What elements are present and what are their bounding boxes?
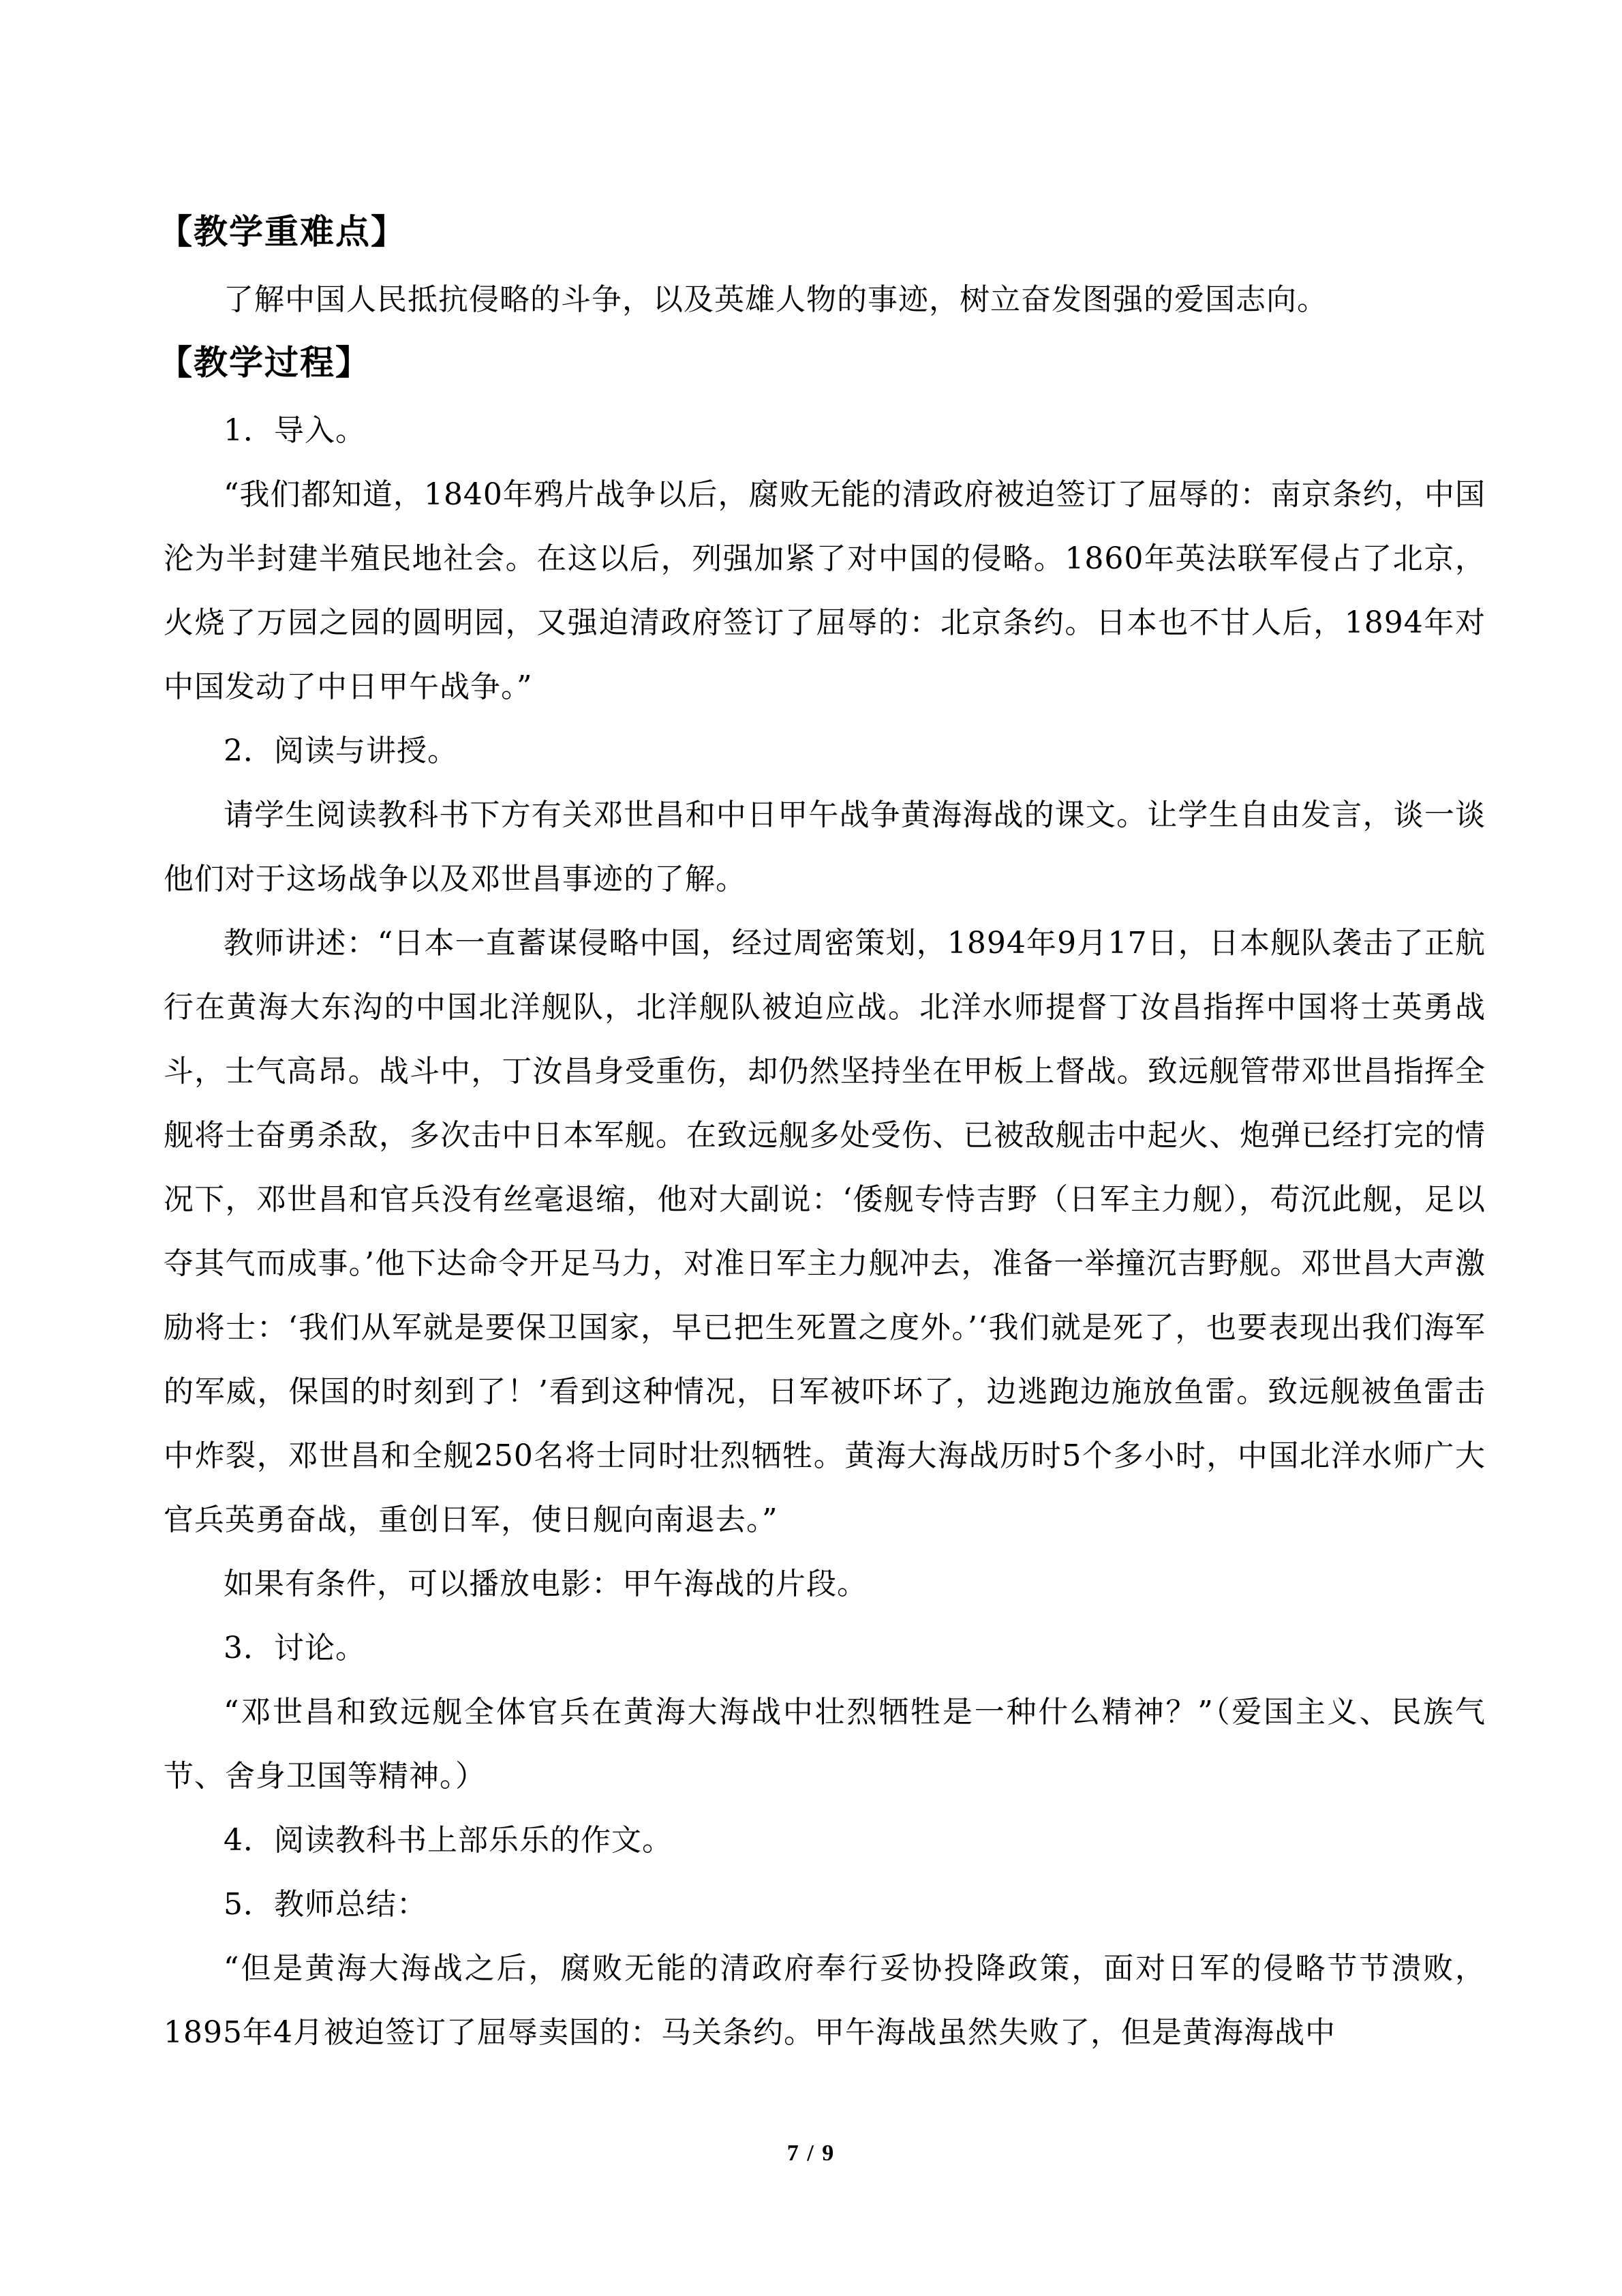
paragraph-intro-title: 1．导入。	[224, 413, 366, 448]
page-number: 7 / 9	[786, 2141, 836, 2166]
paragraph-summary-text: “但是黄海大海战之后，腐败无能的清政府奉行妥协投降政策，面对日军的侵略节节溃败，1895年4月被迫签订了屈辱卖国的：马关条约。甲午海战虽然失败了，但是黄海海战中	[164, 1951, 1486, 2050]
paragraph-reading-text: 请学生阅读教科书下方有关邓世昌和中日甲午战争黄海海战的课文。让学生自由发言，谈一谈他们对于这场战争以及邓世昌事迹的了解。	[164, 798, 1486, 896]
key-points-text: 了解中国人民抵抗侵略的斗争，以及英雄人物的事迹，树立奋发图强的爱国志向。	[224, 282, 1328, 317]
paragraph-teacher-narration: 教师讲述：“日本一直蓄谋侵略中国，经过周密策划，1894年9月17日，日本舰队袭击了正航行在黄海大东沟的中国北洋舰队，北洋舰队被迫应战。北洋水师提督丁汝昌指挥中国将士英勇战斗，士气高昂。战斗中，丁汝昌身受重伤，却仍然坚持坐在甲板上督战。致远舰管带邓世昌指挥全舰将士奋勇杀敌，多次击中日本军舰。在致远舰多处受伤、已被敌舰击中起火、炮弹已经打完的情况下，邓世昌和官兵没有丝毫退缩，他对大副说：‘倭舰专恃吉野（日军主力舰），苟沉此舰，足以夺其气而成事。’他下达命令开足马力，对准日军主力舰冲去，准备一举撞沉吉野舰。邓世昌大声激励将士：‘我们从军就是要保卫国家，早已把生死置之度外。’‘我们就是死了，也要表现出我们海军的军威，保国的时刻到了！’看到这种情况，日军被吓坏了，边逃跑边施放鱼雷。致远舰被鱼雷击中炸裂，邓世昌和全舰250名将士同时壮烈牺牲。黄海大海战历时5个多小时，中国北洋水师广大官兵英勇奋战，重创日军，使日舰向南退去。”	[164, 926, 1486, 1537]
page-content	[158, 201, 1486, 2065]
heading-key-points: 【教学重难点】	[158, 212, 406, 252]
heading-teaching-process: 【教学过程】	[158, 343, 371, 382]
paragraph-discussion-title: 3．讨论。	[224, 1631, 366, 1665]
paragraph-essay-reading: 4．阅读教科书上部乐乐的作文。	[224, 1823, 673, 1858]
paragraph-reading-title: 2．阅读与讲授。	[224, 734, 458, 768]
paragraph-discussion-text: “邓世昌和致远舰全体官兵在黄海大海战中壮烈牺牲是一种什么精神？”（爱国主义、民族气节、舍身卫国等精神。）	[164, 1695, 1486, 1794]
paragraph-summary-title: 5．教师总结：	[224, 1887, 427, 1922]
paragraph-intro-text: “我们都知道，1840年鸦片战争以后，腐败无能的清政府被迫签订了屈辱的：南京条约，中国沦为半封建半殖民地社会。在这以后，列强加紧了对中国的侵略。1860年英法联军侵占了北京，火烧了万园之园的圆明园，又强迫清政府签订了屈辱的：北京条约。日本也不甘人后，1894年对中国发动了中日甲午战争。”	[164, 477, 1486, 704]
paragraph-movie-note: 如果有条件，可以播放电影：甲午海战的片段。	[224, 1567, 868, 1601]
